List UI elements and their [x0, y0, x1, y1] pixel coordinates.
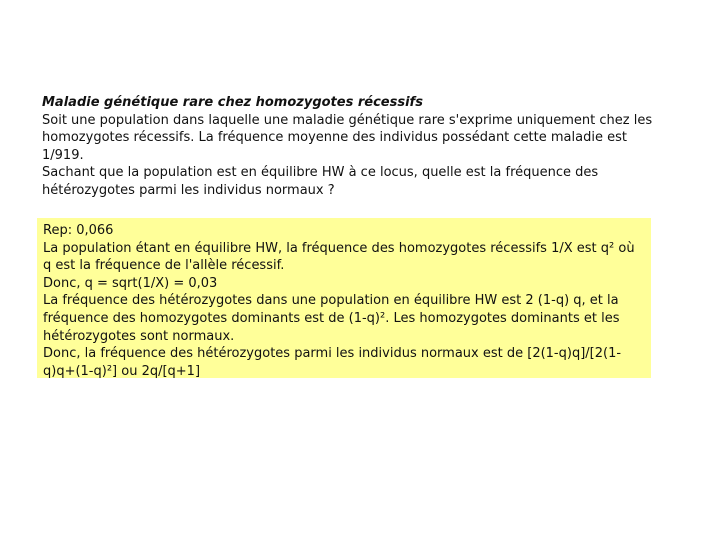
question-line: hétérozygotes parmi les individus normaux ?: [42, 182, 335, 198]
question-line: Sachant que la population est en équilibre HW à ce locus, quelle est la fréquence des: [42, 165, 599, 181]
answer-line: La population étant en équilibre HW, la fréquence des homozygotes récessifs 1/X est q² où: [43, 240, 635, 256]
answer-line: q)q+(1-q)²] ou 2q/[q+1]: [43, 363, 201, 379]
answer-line: q est la fréquence de l'allèle récessif.: [43, 258, 285, 274]
question-line: Soit une population dans laquelle une maladie génétique rare s'exprime uniquement chez les: [42, 112, 653, 128]
question-title: Maladie génétique rare chez homozygotes récessifs: [42, 95, 423, 110]
question-block: [42, 94, 672, 200]
question-line: 1/919.: [42, 147, 84, 163]
answer-line: Rep: 0,066: [43, 223, 114, 238]
answer-line: Donc, la fréquence des hétérozygotes parmi les individus normaux est de [2(1-q)q]/[2(1-: [43, 346, 622, 362]
question-line: homozygotes récessifs. La fréquence moyenne des individus possédant cette maladie est: [42, 130, 627, 146]
answer-line: hétérozygotes sont normaux.: [43, 328, 235, 344]
answer-line: fréquence des homozygotes dominants est de (1-q)². Les homozygotes dominants et les: [43, 310, 620, 326]
answer-line: La fréquence des hétérozygotes dans une population en équilibre HW est 2 (1-q) q, et la: [43, 293, 619, 309]
answer-line: Donc, q = sqrt(1/X) = 0,03: [43, 275, 218, 291]
answer-box: [37, 218, 651, 378]
